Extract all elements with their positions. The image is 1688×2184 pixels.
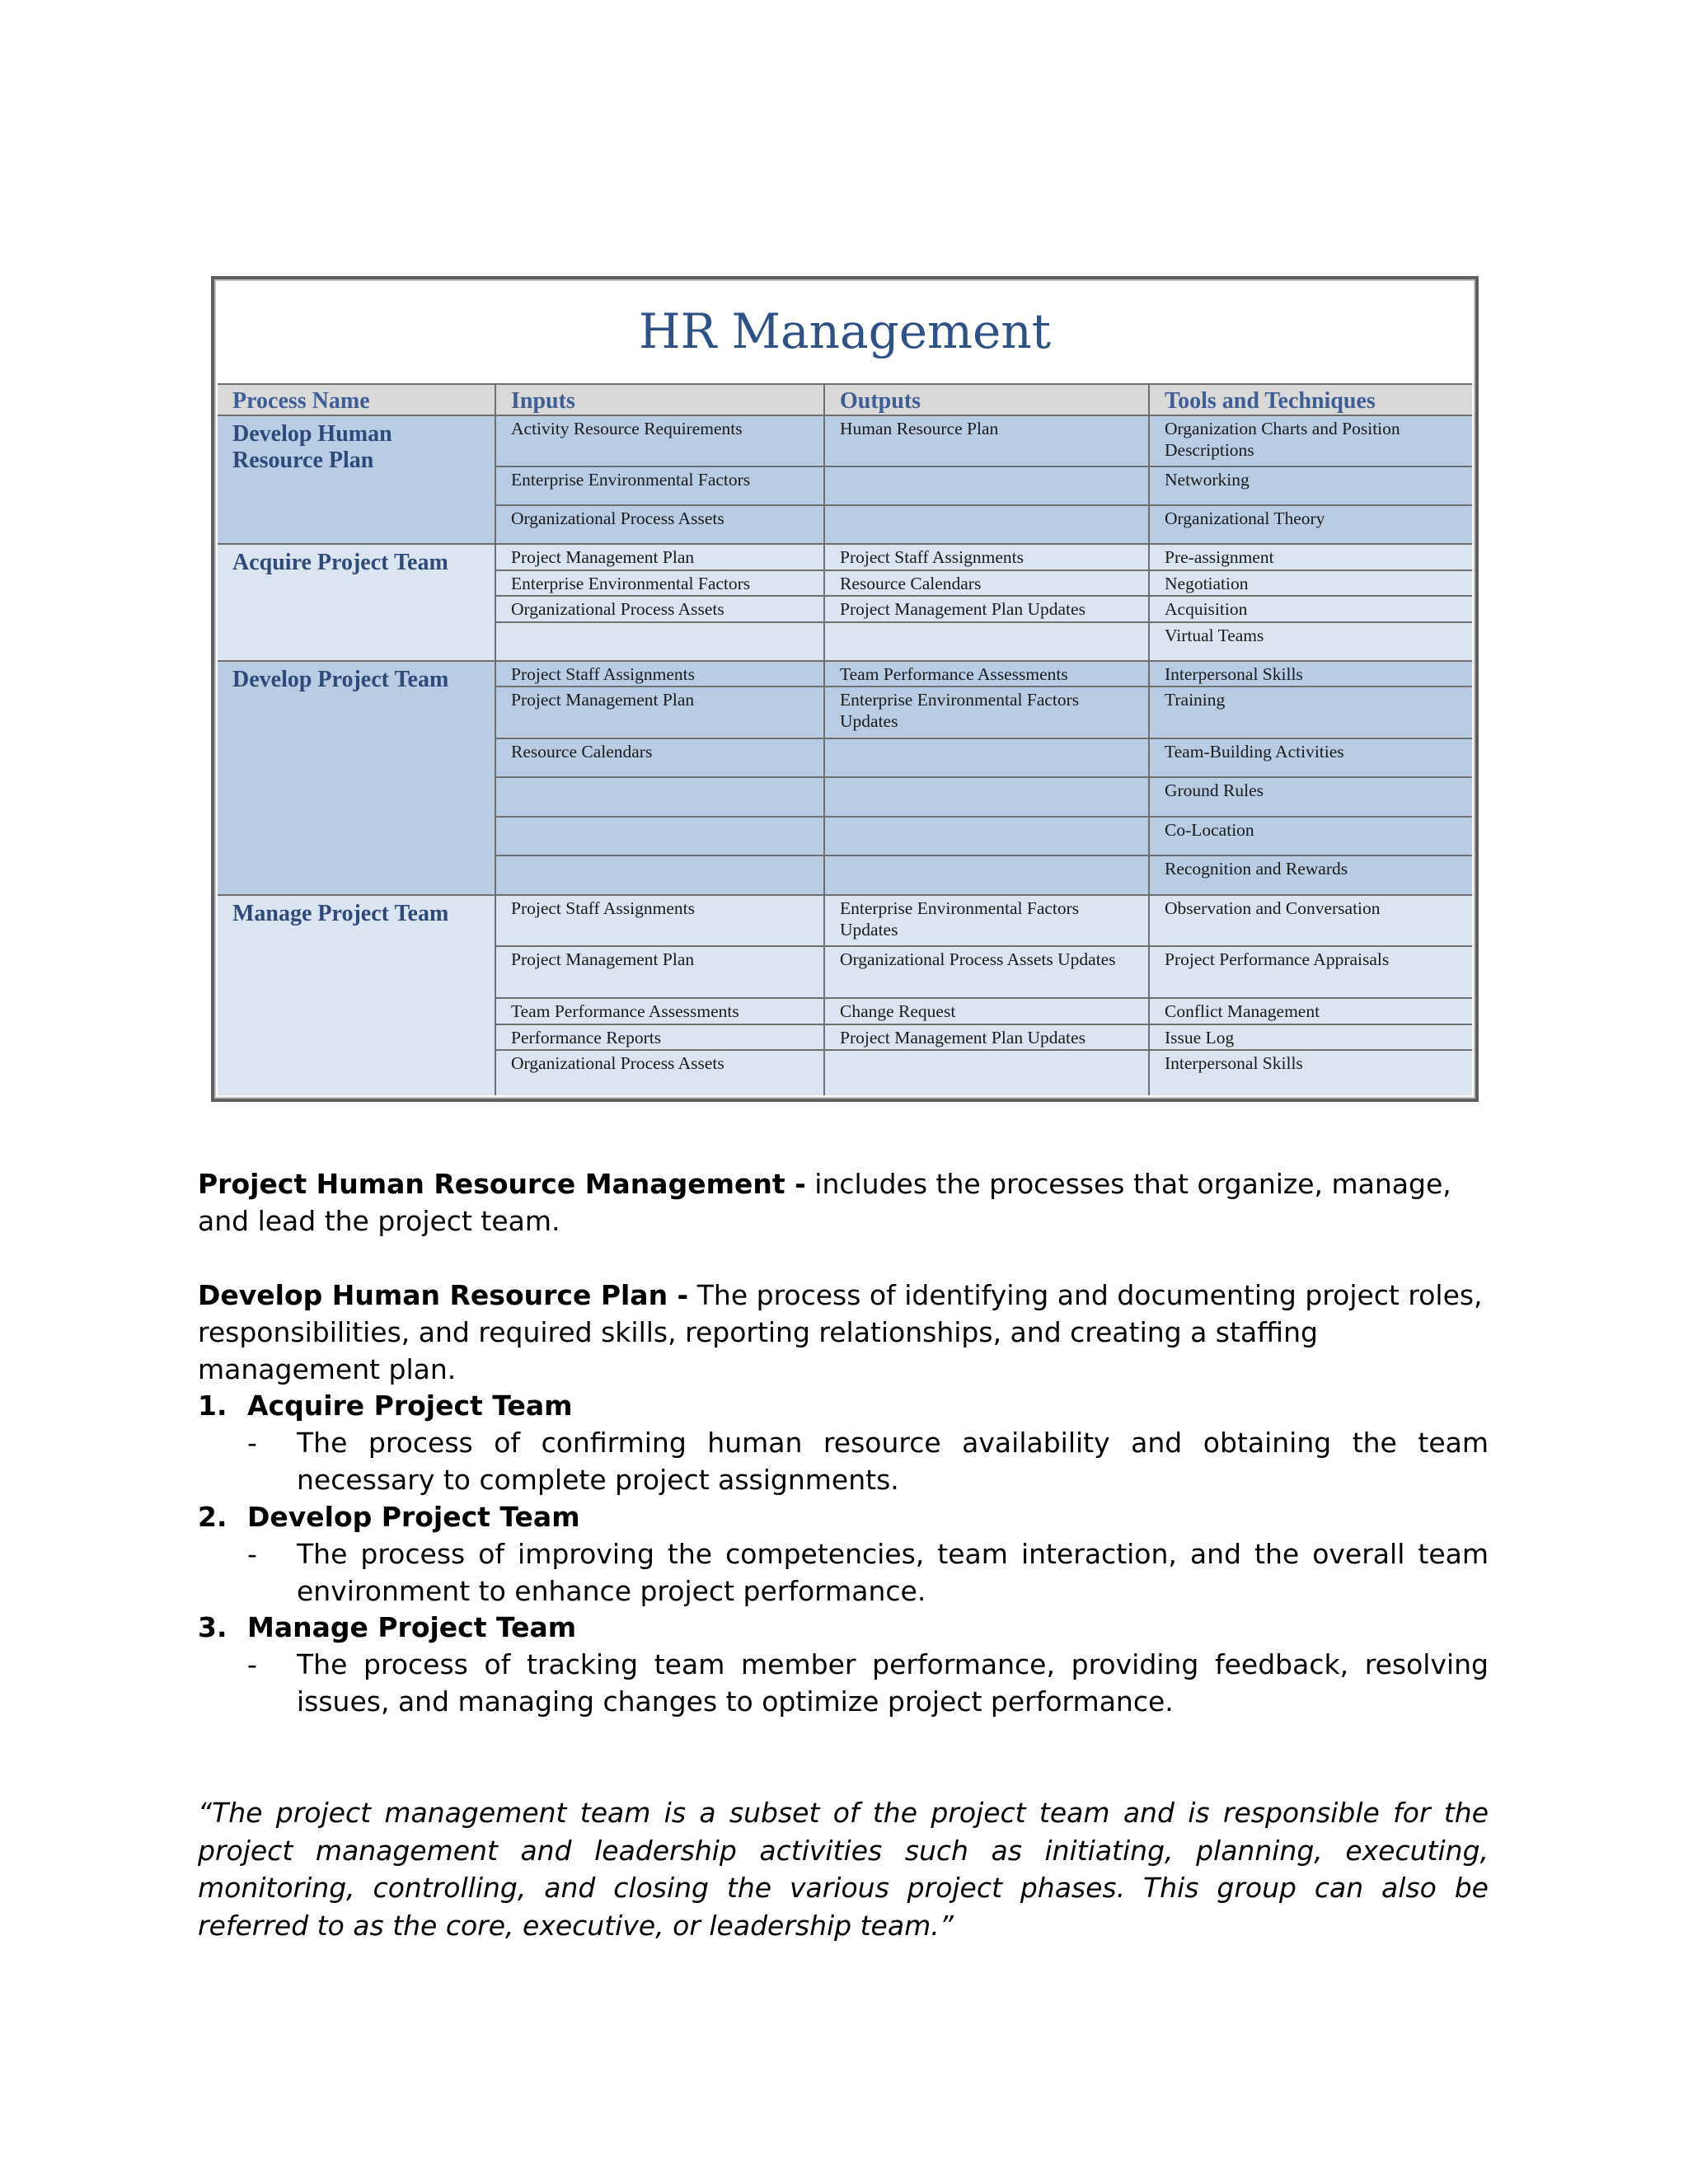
table-cell: Team Performance Assessments xyxy=(825,662,1150,687)
table-cell: Activity Resource Requirements xyxy=(496,416,825,467)
list-number: 1. xyxy=(198,1390,227,1422)
list-item-title xyxy=(198,1498,580,1535)
list-description: The process of tracking team member performance, providing feedback, resolving issues, and managing changes to optimize project performance. xyxy=(297,1648,1489,1718)
table-title: HR Management xyxy=(638,303,1052,359)
table-cell: Project Management Plan xyxy=(496,687,825,739)
table-cell: Project Performance Appraisals xyxy=(1150,947,1472,999)
table-grid xyxy=(218,383,1472,1095)
table-cell xyxy=(825,856,1150,896)
list-number: 3. xyxy=(198,1611,227,1643)
table-cell: Organizational Process Assets xyxy=(496,597,825,623)
list-dash: - xyxy=(247,1538,257,1570)
table-cell: Resource Calendars xyxy=(825,571,1150,597)
header-tools-techniques: Tools and Techniques xyxy=(1150,383,1472,416)
table-cell: Project Staff Assignments xyxy=(496,662,825,687)
table-cell: Team-Building Activities xyxy=(1150,739,1472,778)
table-cell: Organizational Process Assets Updates xyxy=(825,947,1150,999)
list-item-title xyxy=(198,1387,573,1424)
list-dash: - xyxy=(247,1648,257,1680)
table-cell xyxy=(496,818,825,856)
table-cell: Virtual Teams xyxy=(1150,623,1472,662)
table-cell: Performance Reports xyxy=(496,1025,825,1051)
table-cell xyxy=(496,778,825,818)
list-dash: - xyxy=(247,1427,257,1459)
table-cell: Conflict Management xyxy=(1150,999,1472,1025)
table-cell: Project Management Plan xyxy=(496,947,825,999)
table-cell: Interpersonal Skills xyxy=(1150,1051,1472,1095)
list-title: Develop Project Team xyxy=(247,1501,580,1533)
table-cell: Networking xyxy=(1150,467,1472,506)
list-item-title xyxy=(198,1609,576,1646)
hr-management-table xyxy=(211,276,1479,1102)
table-cell: Ground Rules xyxy=(1150,778,1472,818)
table-cell xyxy=(496,856,825,896)
table-cell: Organizational Process Assets xyxy=(496,506,825,545)
intro-definition-develop-hr-plan: The process of identifying and documenting project roles, responsibilities, and required skills, reporting relationships, and creating a staffing management plan. xyxy=(198,1279,1483,1385)
table-cell xyxy=(496,623,825,662)
table-cell: Team Performance Assessments xyxy=(496,999,825,1025)
table-cell: Project Management Plan Updates xyxy=(825,1025,1150,1051)
header-inputs: Inputs xyxy=(496,383,825,416)
intro-term-develop-hr-plan: Develop Human Resource Plan - xyxy=(198,1279,689,1311)
list-title: Acquire Project Team xyxy=(247,1390,573,1422)
table-cell: Pre-assignment xyxy=(1150,545,1472,571)
intro-paragraph xyxy=(198,1165,1489,1240)
table-cell: Organizational Theory xyxy=(1150,506,1472,545)
table-cell: Project Management Plan Updates xyxy=(825,597,1150,623)
process-name-manage-team: Manage Project Team xyxy=(218,896,496,1095)
table-cell xyxy=(825,739,1150,778)
table-cell: Interpersonal Skills xyxy=(1150,662,1472,687)
table-cell: Human Resource Plan xyxy=(825,416,1150,467)
intro-term-hr-management: Project Human Resource Management - xyxy=(198,1168,806,1200)
table-cell: Observation and Conversation xyxy=(1150,896,1472,947)
header-outputs: Outputs xyxy=(825,383,1150,416)
table-cell xyxy=(825,623,1150,662)
table-cell: Resource Calendars xyxy=(496,739,825,778)
table-cell: Training xyxy=(1150,687,1472,739)
process-name-develop-team: Develop Project Team xyxy=(218,662,496,896)
quote-paragraph: “The project management team is a subset of the project team and is responsible for the project management and leadership activities such as initiating, planning, executing, monitoring, controlling, and closing the various project phases. This group can also be referred to as the core, executive, or leadership team.” xyxy=(198,1797,1489,1942)
table-cell: Change Request xyxy=(825,999,1150,1025)
header-process-name: Process Name xyxy=(218,383,496,416)
table-cell: Enterprise Environmental Factors Updates xyxy=(825,687,1150,739)
table-cell xyxy=(825,1051,1150,1095)
table-cell xyxy=(825,818,1150,856)
list-title: Manage Project Team xyxy=(247,1611,577,1643)
intro-definition-hr-management: includes the processes that organize, manage, and lead the project team. xyxy=(198,1168,1451,1237)
table-cell: Enterprise Environmental Factors xyxy=(496,467,825,506)
table-cell xyxy=(825,778,1150,818)
list-description: The process of improving the competencies, team interaction, and the overall team environment to enhance project performance. xyxy=(297,1538,1489,1607)
table-cell: Enterprise Environmental Factors Updates xyxy=(825,896,1150,947)
table-cell xyxy=(825,467,1150,506)
table-cell: Enterprise Environmental Factors xyxy=(496,571,825,597)
list-number: 2. xyxy=(198,1501,227,1533)
table-cell: Negotiation xyxy=(1150,571,1472,597)
table-cell: Organizational Process Assets xyxy=(496,1051,825,1095)
table-cell: Recognition and Rewards xyxy=(1150,856,1472,896)
develop-hr-plan-paragraph xyxy=(198,1277,1489,1388)
table-cell: Project Staff Assignments xyxy=(825,545,1150,571)
table-cell: Project Staff Assignments xyxy=(496,896,825,947)
table-cell xyxy=(825,506,1150,545)
list-description: The process of confirming human resource availability and obtaining the team necessary to complete project assignments. xyxy=(297,1427,1489,1496)
table-cell: Acquisition xyxy=(1150,597,1472,623)
table-cell: Organization Charts and Position Descriptions xyxy=(1150,416,1472,467)
table-cell: Co-Location xyxy=(1150,818,1472,856)
table-cell: Project Management Plan xyxy=(496,545,825,571)
process-name-develop-hr-plan: Develop Human Resource Plan xyxy=(218,416,496,545)
table-cell: Issue Log xyxy=(1150,1025,1472,1051)
process-name-acquire-team: Acquire Project Team xyxy=(218,545,496,662)
